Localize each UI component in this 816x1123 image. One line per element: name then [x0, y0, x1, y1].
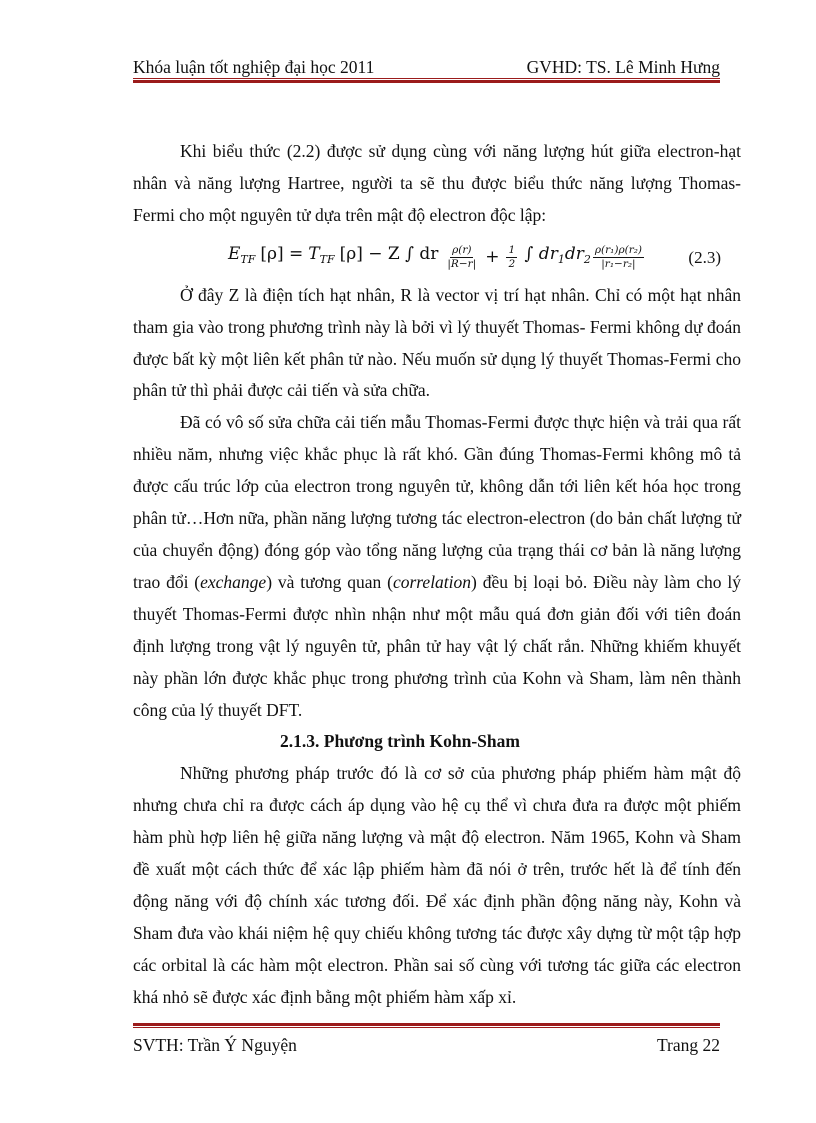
footer-rule [133, 1023, 720, 1028]
eq-fraction-attraction: $\frac{\rho(r)}{|R-r|}$ [447, 244, 477, 271]
term-exchange: exchange [200, 571, 267, 592]
eq-kinetic-term: $T_{TF}$ [ρ] − Z ∫ dr [308, 244, 439, 267]
footer-student: SVTH: Trần Ý Nguyện [133, 1035, 297, 1055]
page-number: Trang 22 [656, 1035, 720, 1055]
eq-plus: + [485, 246, 500, 267]
paragraph-intro: Khi biểu thức (2.2) được sử dụng cùng với năng lượng hút giữa electron-hạt nhân và năng lượng Hartree, người ta sẽ thu được biểu thức năng lượng Thomas-Fermi cho một nguyên tử dựa trên mật độ electron độc lập: [133, 141, 741, 225]
equation-number: (2.3) [688, 247, 721, 267]
paragraph-explanation: Ở đây Z là điện tích hạt nhân, R là vector vị trí hạt nhân. Chỉ có một hạt nhân tham gia vào trong phương trình này là bởi vì lý thuyết Thomas- Fermi không dự đoán được bất kỳ một liên kết phân tử nào. Nếu muốn sử dụng lý thuyết Thomas-Fermi cho phân tử thì phải được cải tiến và sửa chữa. [133, 284, 741, 401]
header-advisor: GVHD: TS. Lê Minh Hưng [526, 57, 720, 77]
header-course-title: Khóa luận tốt nghiệp đại học 2011 [133, 57, 375, 77]
paragraph-kohn-sham: Những phương pháp trước đó là cơ sở của phương pháp phiếm hàm mật độ nhưng chưa chỉ ra được cách áp dụng vào hệ cụ thể vì chưa đưa ra được một phiếm hàm phù hợp liên hệ giữa năng lượng và mật độ electron. Năm 1965, Kohn và Sham đề xuất một cách thức để xác lập phiếm hàm đã nói ở trên, trước hết là để tính đến động năng với độ chính xác tương đối. Để xác định phần động năng này, Kohn và Sham đưa vào khái niệm hệ quy chiếu không tương tác được xây dựng từ một tập hợp các orbital là các hàm một electron. Phần sai số cùng với tương tác giữa các electron khá nhỏ sẽ được xác định bằng một phiếm hàm xấp xỉ. [133, 763, 741, 1007]
section-heading: 2.1.3. Phương trình Kohn-Sham [280, 731, 520, 752]
header-rule [133, 78, 720, 83]
page-body [133, 136, 741, 1014]
eq-double-integral: ∫ $dr_1dr_2$ [524, 244, 591, 267]
equation-2-3 [133, 234, 741, 282]
eq-fraction-hartree: $\frac{\text{ρ(r₁)ρ(r₂)}}{\text{|r₁−r₂|}}$ [594, 244, 643, 271]
eq-fraction-half: $\frac{1}{2}$ [508, 244, 516, 271]
eq-lhs: $E_{TF}$ [ρ] = [227, 244, 304, 267]
term-correlation: correlation [392, 571, 472, 592]
page-footer [133, 1030, 720, 1056]
paragraph-limitations: Đã có vô số sửa chữa cải tiến mẫu Thomas-Fermi được thực hiện và trải qua rất nhiều năm, nhưng việc khắc phục là rất khó. Gần đúng Thomas-Fermi không mô tả được cấu trúc lớp của electron trong nguyên tử, không dẫn tới liên kết hóa học trong phân tử…Hơn nữa, phần năng lượng tương tác electron-electron (do bản chất lượng tử của chuyển động) đóng góp vào tổng năng lượng của trạng thái cơ bản là năng lượng trao đổi (exchange) và tương quan (correlation) đều bị loại bỏ. Điều này làm cho lý thuyết Thomas-Fermi được nhìn nhận như một mẫu quá đơn giản đối với tiên đoán định lượng trong vật lý nguyên tử, phân tử hay vật lý chất rắn. Những khiếm khuyết này phần lớn được khắc phục trong phương trình của Kohn và Sham, làm nên thành công của lý thuyết DFT. [133, 412, 741, 720]
page-header [133, 50, 720, 78]
